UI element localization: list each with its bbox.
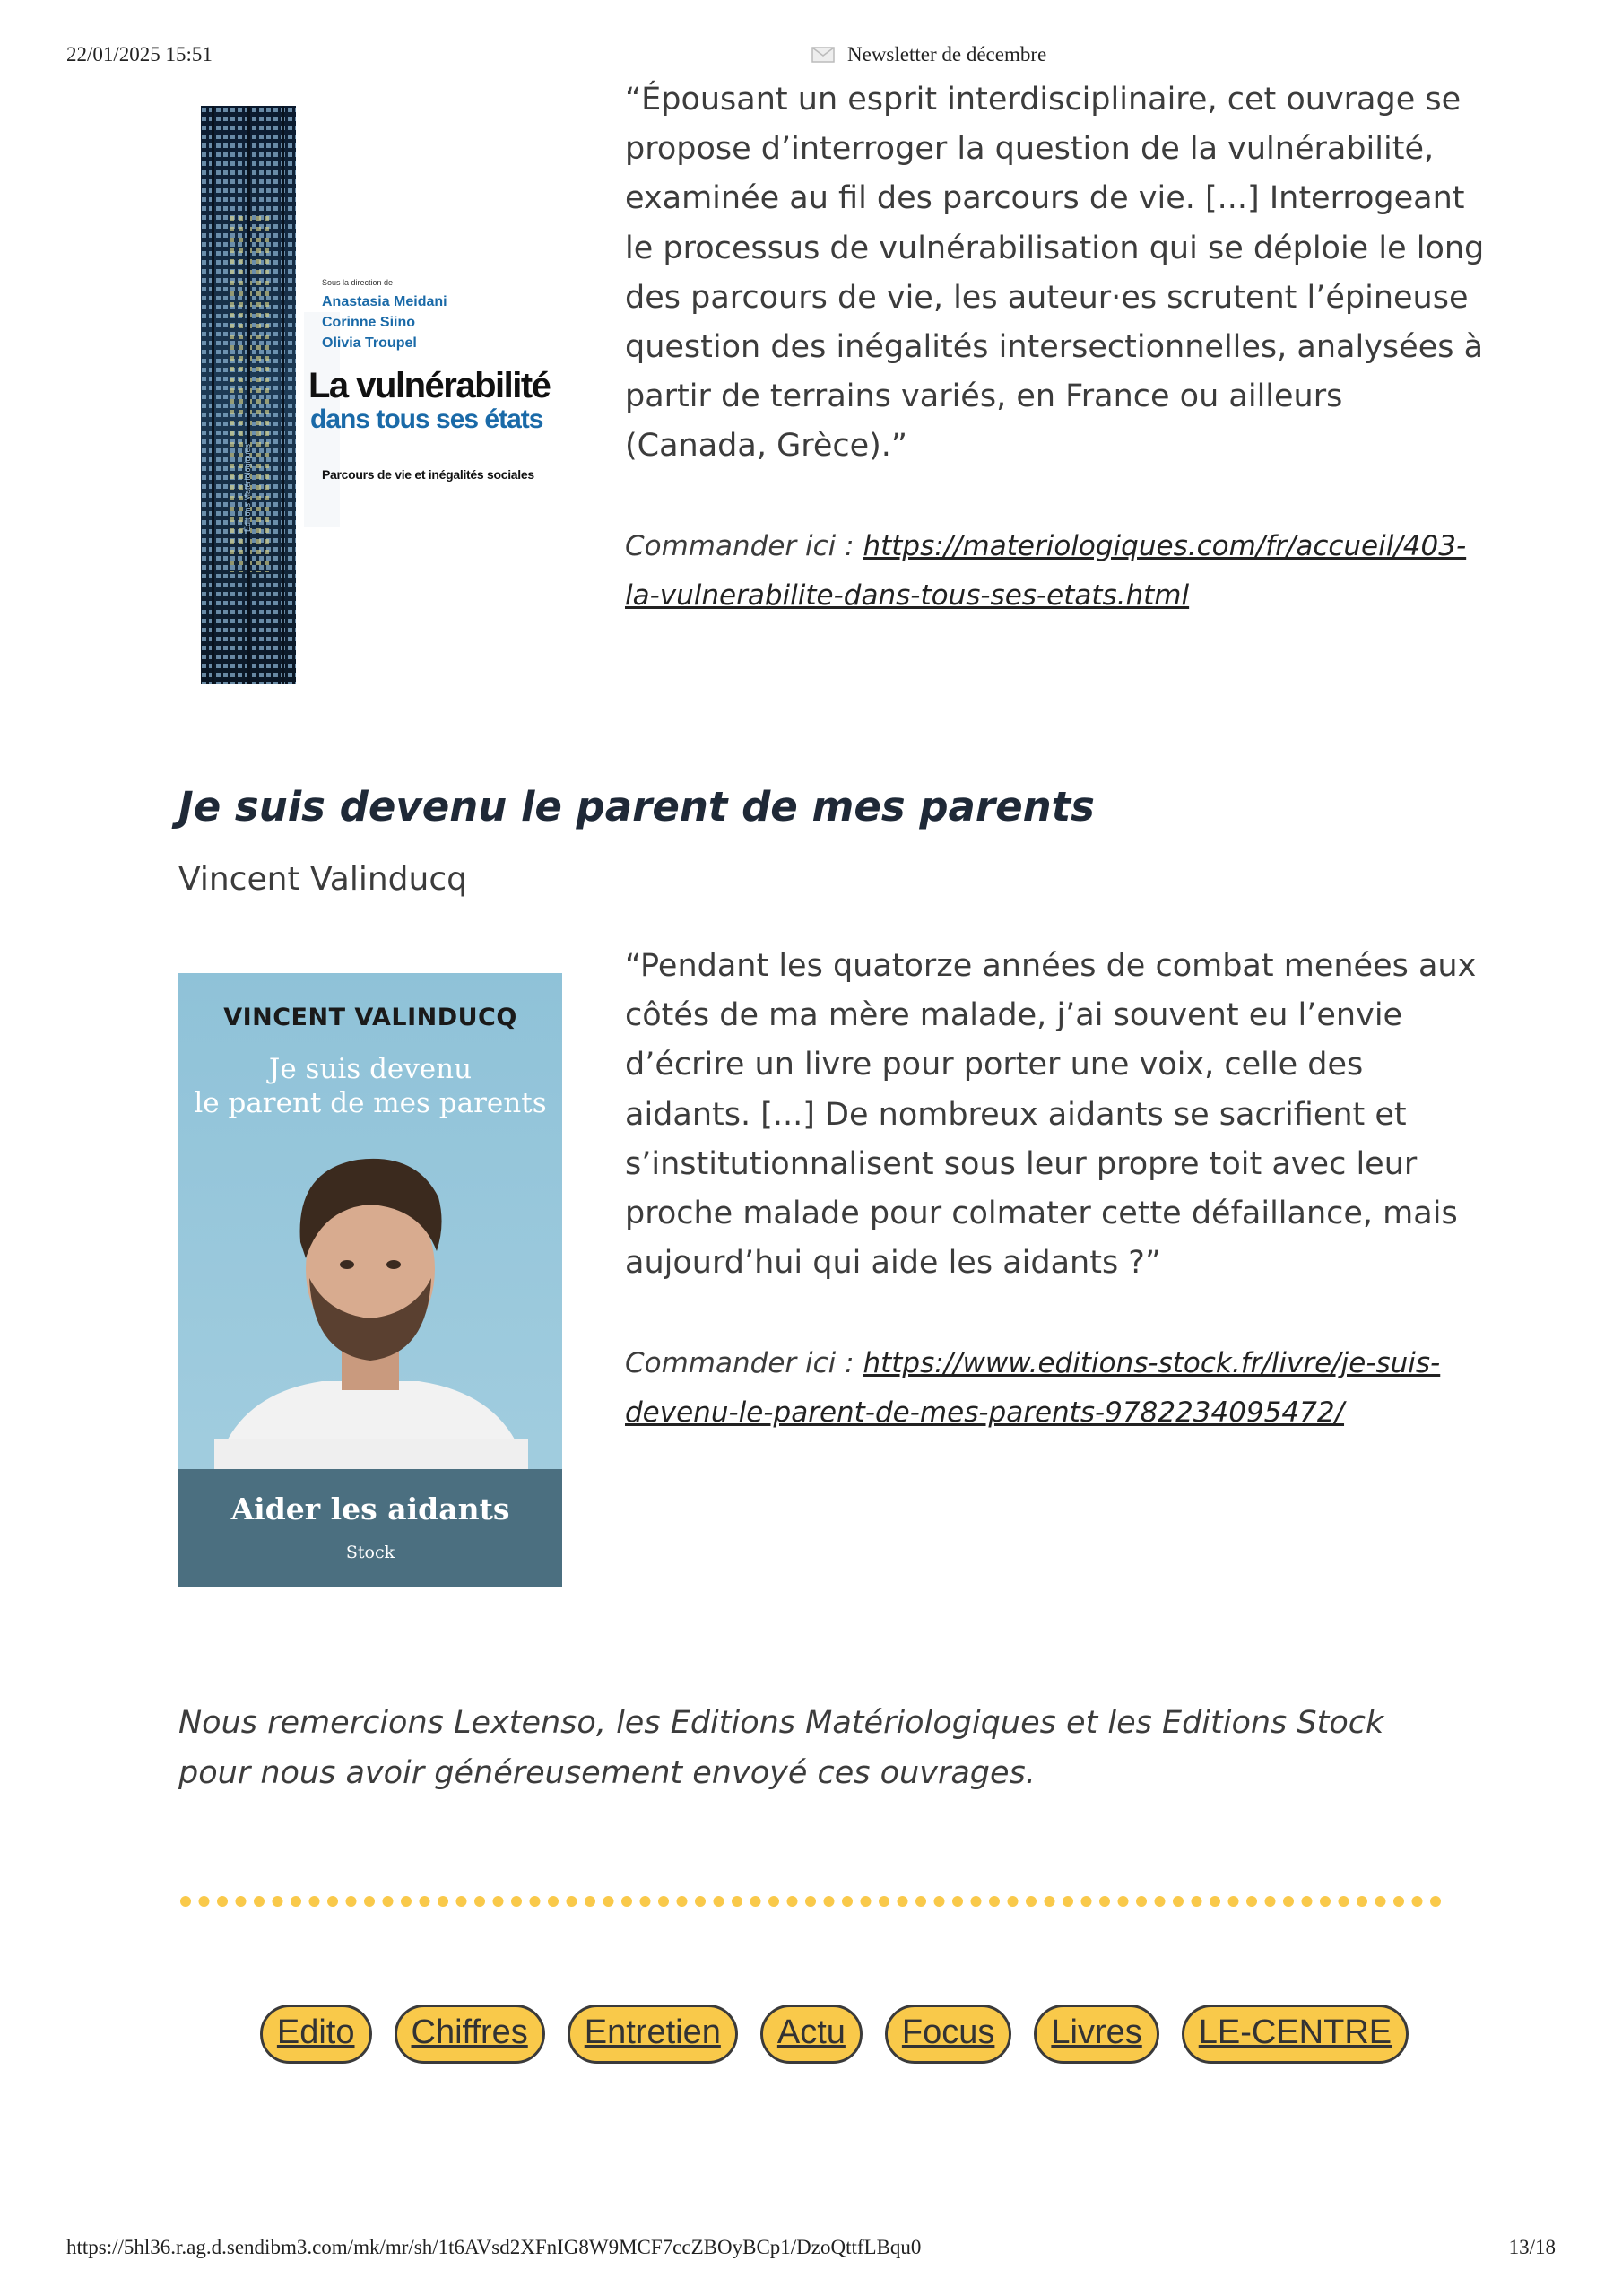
divider-dot bbox=[861, 1896, 872, 1907]
divider-dot bbox=[493, 1896, 504, 1907]
divider-dot bbox=[1265, 1896, 1276, 1907]
cover-editor: Corinne Siino bbox=[322, 315, 415, 330]
book-cover-parent bbox=[178, 973, 562, 1587]
cover-band-text: Aider les aidants bbox=[230, 1492, 510, 1526]
divider-dot bbox=[309, 1896, 320, 1907]
cover-title-line1: Je suis devenu bbox=[268, 1053, 473, 1085]
print-url: https://5hl36.r.ag.d.sendibm3.com/mk/mr/sh/1t6AVsd2XFnIG8W9MCF7ccZBOyBCp1/DzoQttfLBqu0 bbox=[66, 2236, 922, 2258]
divider-dot bbox=[548, 1896, 559, 1907]
newsletter-title: Newsletter de décembre bbox=[847, 43, 1047, 65]
cover-title-line2: dans tous ses états bbox=[310, 404, 543, 434]
divider-dot bbox=[217, 1896, 228, 1907]
nav-button-entretien[interactable]: Entretien bbox=[568, 2005, 738, 2064]
cover-title: La vulnérabilité bbox=[308, 366, 551, 405]
divider-dot bbox=[364, 1896, 375, 1907]
divider-dot bbox=[291, 1896, 301, 1907]
divider-dot bbox=[401, 1896, 412, 1907]
nav-button-focus[interactable]: Focus bbox=[885, 2005, 1011, 2064]
divider-dot bbox=[787, 1896, 798, 1907]
divider-dot bbox=[273, 1896, 283, 1907]
thanks-note: Nous remercions Lextenso, les Editions Matériologiques et les Editions Stock pour nous avoir généreusement envoyé ces ouvrages. bbox=[178, 1705, 1384, 1791]
divider-dot bbox=[1302, 1896, 1313, 1907]
print-page-number: 13/18 bbox=[1508, 2236, 1556, 2258]
order-label: Commander ici : bbox=[625, 1347, 863, 1379]
divider-dot bbox=[1357, 1896, 1367, 1907]
divider-dot bbox=[952, 1896, 963, 1907]
divider-dot bbox=[383, 1896, 394, 1907]
cover-editor: Olivia Troupel bbox=[322, 335, 417, 351]
footer-nav bbox=[0, 2005, 1622, 2064]
divider-dot bbox=[989, 1896, 1000, 1907]
nav-button-edito[interactable]: Edito bbox=[260, 2005, 372, 2064]
divider-dot bbox=[1008, 1896, 1019, 1907]
divider-dot bbox=[1412, 1896, 1423, 1907]
divider-dot bbox=[1192, 1896, 1202, 1907]
divider-dot bbox=[805, 1896, 816, 1907]
divider-dot bbox=[1099, 1896, 1110, 1907]
book1-order bbox=[625, 522, 1486, 621]
divider-dot bbox=[879, 1896, 889, 1907]
divider-dot bbox=[640, 1896, 651, 1907]
nav-button-le-centre[interactable]: LE-CENTRE bbox=[1182, 2005, 1409, 2064]
divider-dot bbox=[621, 1896, 632, 1907]
divider-dot bbox=[199, 1896, 210, 1907]
cover-title-line2: le parent de mes parents bbox=[194, 1087, 547, 1119]
divider-dot bbox=[915, 1896, 926, 1907]
divider-dot bbox=[750, 1896, 761, 1907]
cover-subtitle: Parcours de vie et inégalités sociales bbox=[322, 467, 534, 482]
divider-dot bbox=[934, 1896, 945, 1907]
divider-dot bbox=[695, 1896, 706, 1907]
divider-dot bbox=[1136, 1896, 1147, 1907]
divider-dot bbox=[842, 1896, 853, 1907]
divider-dot bbox=[1155, 1896, 1166, 1907]
divider-dot bbox=[898, 1896, 908, 1907]
divider-dot bbox=[1430, 1896, 1441, 1907]
divider-dot bbox=[530, 1896, 541, 1907]
divider-dot bbox=[1339, 1896, 1349, 1907]
divider-dot bbox=[1063, 1896, 1073, 1907]
book1-order-link[interactable]: https://materiologiques.com/fr/accueil/403-la-vulnerabilite-dans-tous-ses-etats.html bbox=[625, 530, 1467, 612]
divider-dot bbox=[1375, 1896, 1386, 1907]
cover-title bbox=[178, 1052, 562, 1120]
divider-dot bbox=[971, 1896, 982, 1907]
cover-author: VINCENT VALINDUCQ bbox=[223, 1004, 517, 1031]
divider-dot bbox=[567, 1896, 577, 1907]
cover-editors bbox=[322, 291, 447, 353]
print-header-title bbox=[811, 43, 1046, 66]
divider-dot bbox=[585, 1896, 595, 1907]
book2-title: Je suis devenu le parent de mes parents bbox=[178, 783, 1095, 831]
divider-dot bbox=[254, 1896, 265, 1907]
divider-dot bbox=[474, 1896, 485, 1907]
divider-dot bbox=[603, 1896, 614, 1907]
divider-dot bbox=[511, 1896, 522, 1907]
divider-dot bbox=[1393, 1896, 1404, 1907]
divider-dot bbox=[658, 1896, 669, 1907]
divider-dot bbox=[768, 1896, 779, 1907]
divider-dot bbox=[732, 1896, 742, 1907]
nav-button-livres[interactable]: Livres bbox=[1034, 2005, 1158, 2064]
cover-publisher: Stock bbox=[345, 1543, 395, 1562]
print-date: 22/01/2025 15:51 bbox=[66, 43, 213, 65]
divider-dot bbox=[1118, 1896, 1129, 1907]
divider-dot bbox=[714, 1896, 724, 1907]
divider-dot bbox=[327, 1896, 338, 1907]
divider-dot bbox=[1045, 1896, 1055, 1907]
divider-dot bbox=[1320, 1896, 1331, 1907]
divider-dot bbox=[1081, 1896, 1092, 1907]
order-label: Commander ici : bbox=[625, 530, 863, 562]
nav-button-actu[interactable]: Actu bbox=[760, 2005, 863, 2064]
cover-direction-label: Sous la direction de bbox=[322, 278, 394, 287]
divider-dot bbox=[1246, 1896, 1257, 1907]
book2-quote: “Pendant les quatorze années de combat menées aux côtés de ma mère malade, j’ai souvent eu l’envie d’écrire un livre pour porter une voix, celle des aidants. [...] De nombreux aidants se sacrifient et s’institutionnalisent sous leur propre toit avec leur proche malade pour colmater cette défaillance, mais aujourd’hui qui aide les aidants ?” bbox=[625, 948, 1477, 1282]
divider-dot bbox=[180, 1896, 191, 1907]
divider-dot bbox=[1283, 1896, 1294, 1907]
divider-dot bbox=[1210, 1896, 1220, 1907]
book2-order-link[interactable]: https://www.editions-stock.fr/livre/je-suis-devenu-le-parent-de-mes-parents-9782234095472/ bbox=[625, 1347, 1441, 1429]
divider-dot bbox=[1228, 1896, 1239, 1907]
book-cover-vulnerabilite bbox=[201, 106, 552, 684]
divider-dot bbox=[420, 1896, 430, 1907]
divider-dot bbox=[236, 1896, 247, 1907]
envelope-icon bbox=[811, 47, 835, 63]
divider-dot bbox=[346, 1896, 357, 1907]
cover-editor: Anastasia Meidani bbox=[322, 294, 447, 309]
divider-dot bbox=[1026, 1896, 1037, 1907]
divider-dot bbox=[824, 1896, 835, 1907]
divider-dot bbox=[438, 1896, 448, 1907]
divider-dot bbox=[1173, 1896, 1184, 1907]
dotted-divider bbox=[178, 1894, 1461, 1909]
book2-author: Vincent Valinducq bbox=[178, 861, 467, 898]
cover-spine-text: Éditions Matériologiques bbox=[243, 443, 252, 532]
divider-dot bbox=[456, 1896, 467, 1907]
book2-order bbox=[625, 1339, 1486, 1438]
book1-quote: “Épousant un esprit interdisciplinaire, cet ouvrage se propose d’interroger la question de la vulnérabilité, examinée au fil des parcours de vie. [...] Interrogeant le processus de vulnérabilisation qui se déploie le long des parcours de vie, les auteur·es scrutent l’épineuse question des inégalités intersectionnelles, analysées à partir de terrains variés, en France ou ailleurs (Canada, Grèce).” bbox=[625, 82, 1485, 465]
nav-button-chiffres[interactable]: Chiffres bbox=[395, 2005, 545, 2064]
divider-dot bbox=[677, 1896, 688, 1907]
